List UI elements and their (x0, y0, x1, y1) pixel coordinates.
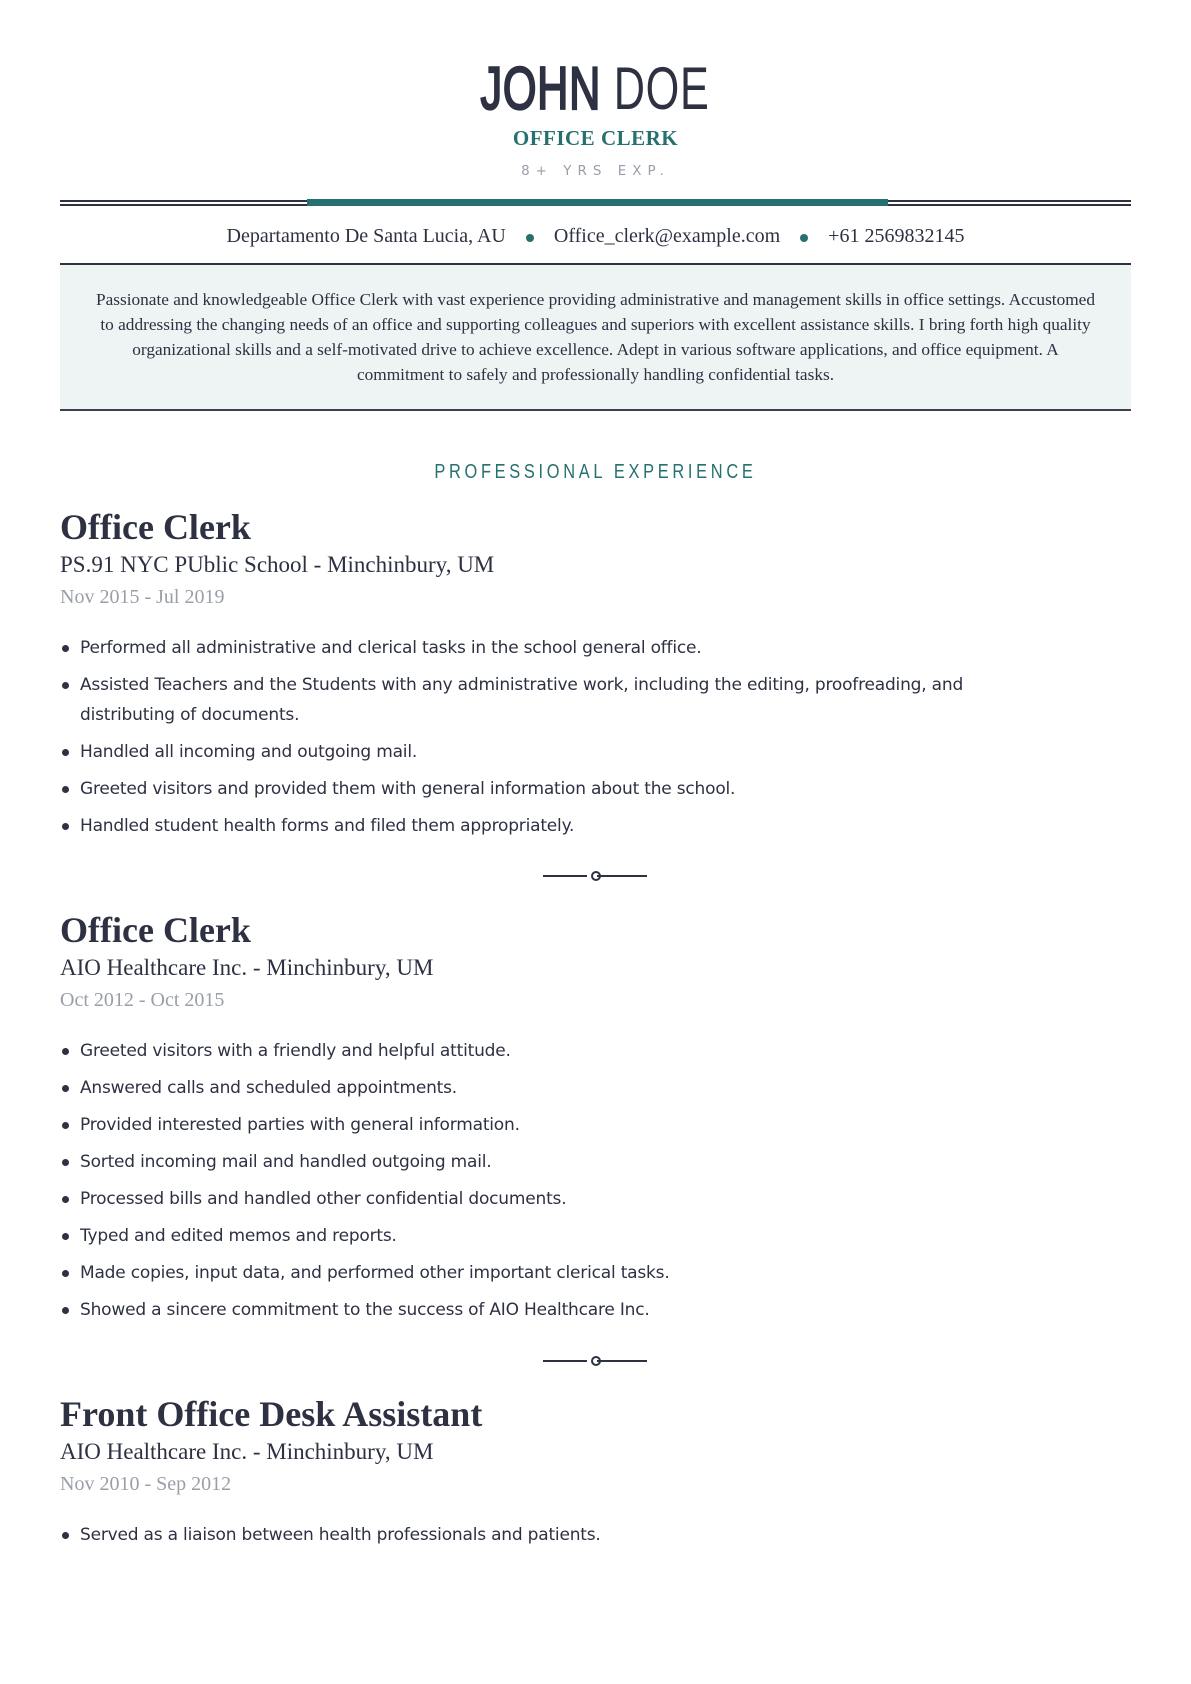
job-title: Office Clerk (60, 910, 251, 950)
bullet-dot-icon (800, 234, 808, 242)
job-dates: Nov 2015 - Jul 2019 (60, 586, 225, 608)
list-item: Processed bills and handled other confidential documents. (60, 1184, 1131, 1214)
job-bullets (60, 1520, 1131, 1550)
job-company: AIO Healthcare Inc. - Minchinbury, UM (60, 955, 434, 980)
summary-text: Passionate and knowledgeable Office Clerk with vast experience providing administrative and management skills in office settings. Accustomed to addressing the changing needs of an office and supporting colleagues and superiors with excellent assistance skills. I bring forth high quality organizational skills and a self-motivated drive to achieve excellence. Adept in various software applications, and office equipment. A commitment to safely and professionally handling confidential tasks. (95, 290, 1095, 384)
list-item: Made copies, input data, and performed other important clerical tasks. (60, 1258, 1131, 1288)
bullet-dot-icon (526, 234, 534, 242)
list-item: Greeted visitors and provided them with general information about the school. (60, 774, 1131, 804)
contact-email[interactable]: Office_clerk@example.com (553, 224, 781, 247)
contact-row (60, 221, 1131, 251)
list-item: Handled student health forms and filed them appropriately. (60, 811, 1131, 841)
first-name: JOHN (480, 55, 602, 122)
job-company: AIO Healthcare Inc. - Minchinbury, UM (60, 1439, 434, 1464)
list-item: Handled all incoming and outgoing mail. (60, 737, 1131, 767)
job-bullets (60, 633, 1131, 841)
last-name: DOE (614, 55, 710, 122)
contact-location: Departamento De Santa Lucia, AU (226, 224, 506, 247)
experience-years: 8+ YRS EXP. (521, 163, 670, 179)
job-role-title: OFFICE CLERK (512, 126, 679, 150)
job-bullets (60, 1036, 1131, 1325)
summary-box (60, 265, 1131, 411)
list-item: Showed a sincere commitment to the success of AIO Healthcare Inc. (60, 1295, 1131, 1325)
job-dates: Nov 2010 - Sep 2012 (60, 1473, 232, 1495)
job-entry (60, 908, 1131, 1332)
header-accent-bar (307, 199, 888, 206)
job-title: Office Clerk (60, 507, 251, 547)
list-item: Typed and edited memos and reports. (60, 1221, 1131, 1251)
list-item: Sorted incoming mail and handled outgoing mail. (60, 1147, 1131, 1177)
section-divider (543, 1355, 647, 1367)
contact-phone[interactable]: +61 2569832145 (828, 224, 965, 247)
candidate-name (0, 54, 1191, 124)
list-item: Answered calls and scheduled appointments. (60, 1073, 1131, 1103)
section-title-experience: PROFESSIONAL EXPERIENCE (434, 461, 757, 483)
job-entry (60, 505, 1131, 848)
list-item: Served as a liaison between health professionals and patients. (60, 1520, 1131, 1550)
section-divider (543, 870, 647, 882)
list-item: Greeted visitors with a friendly and helpful attitude. (60, 1036, 1131, 1066)
list-item: Performed all administrative and clerical tasks in the school general office. (60, 633, 1131, 663)
list-item: Provided interested parties with general information. (60, 1110, 1131, 1140)
job-dates: Oct 2012 - Oct 2015 (60, 989, 225, 1011)
list-item: Assisted Teachers and the Students with any administrative work, including the editing, proofreading, and distributing of documents. (60, 670, 1131, 730)
job-company: PS.91 NYC PUblic School - Minchinbury, UM (60, 552, 495, 577)
job-title: Front Office Desk Assistant (60, 1394, 483, 1434)
job-entry (60, 1392, 1131, 1557)
